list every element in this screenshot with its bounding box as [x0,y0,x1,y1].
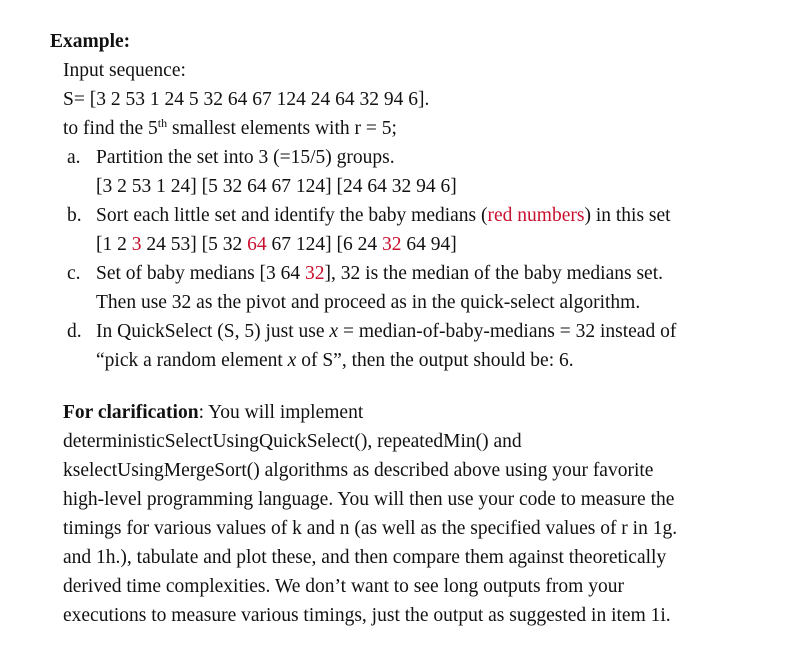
item-c-line1-pre: Set of baby medians [3 64 [96,263,306,284]
clarification-line-4: high-level programming language. You will then use your code to measure the [63,489,675,510]
baby-median-2: 64 [247,234,267,255]
group-2-text: 24 53] [5 32 [141,234,248,255]
item-d-line2-pre: “pick a random element [96,350,288,371]
median-of-medians: 32 [305,263,325,284]
clarification-line-7: derived time complexities. We don’t want to see long outputs from your [63,576,624,597]
goal-line [63,114,397,143]
item-d-line1-pre: In QuickSelect (S, 5) just use [96,321,330,342]
item-b-line1 [96,201,671,230]
item-a-line2: [3 2 53 1 24] [5 32 64 67 124] [24 64 32 94 6] [96,176,457,197]
variable-x: x [329,321,339,342]
clarification-line-8: executions to measure various timings, just the output as suggested in item 1i. [63,605,671,626]
clarification-line-5: timings for various values of k and n (as well as the specified values of r in 1g. [63,518,678,539]
item-c-line1-post: ], 32 is the median of the baby medians set. [324,263,664,284]
item-a-marker: a. [67,147,81,168]
item-b-line1-post: ) in this set [584,205,671,226]
item-b-line1-pre: Sort each little set and identify the baby medians ( [96,205,488,226]
goal-text-pre: to find the 5 [63,118,158,139]
item-b-marker: b. [67,205,82,226]
item-d-marker: d. [67,321,82,342]
item-b-line2 [96,230,457,259]
clarification-line-6: and 1h.), tabulate and plot these, and then compare them against theoretically [63,547,667,568]
example-heading: Example: [50,31,131,52]
clarification-line-1 [63,398,363,427]
item-c-line2: Then use 32 as the pivot and proceed as in the quick-select algorithm. [96,292,641,313]
item-d-line1 [96,317,676,346]
item-c-marker: c. [67,263,81,284]
goal-superscript: th [157,116,168,130]
item-c-line1 [96,259,663,288]
item-d-line2 [96,346,574,375]
input-label: Input sequence: [63,60,186,81]
baby-median-3: 32 [382,234,402,255]
variable-x: x [287,350,297,371]
clarification-text: : You will implement [198,402,364,423]
group-1-text: [1 2 [96,234,132,255]
group-end-text: 64 94] [401,234,457,255]
clarification-line-3: kselectUsingMergeSort() algorithms as described above using your favorite [63,460,654,481]
item-a-line1: Partition the set into 3 (=15/5) groups. [96,147,395,168]
goal-text-post: smallest elements with r = 5; [167,118,397,139]
input-sequence: S= [3 2 53 1 24 5 32 64 67 124 24 64 32 94 6]. [63,89,430,110]
baby-median-1: 3 [131,234,142,255]
clarification-label: For clarification [63,402,199,423]
item-d-line1-post: = median-of-baby-medians = 32 instead of [338,321,677,342]
red-numbers-text: red numbers [487,205,585,226]
group-3-text: 67 124] [6 24 [266,234,382,255]
clarification-line-2: deterministicSelectUsingQuickSelect(), repeatedMin() and [63,431,522,452]
item-d-line2-post: of S”, then the output should be: 6. [296,350,574,371]
